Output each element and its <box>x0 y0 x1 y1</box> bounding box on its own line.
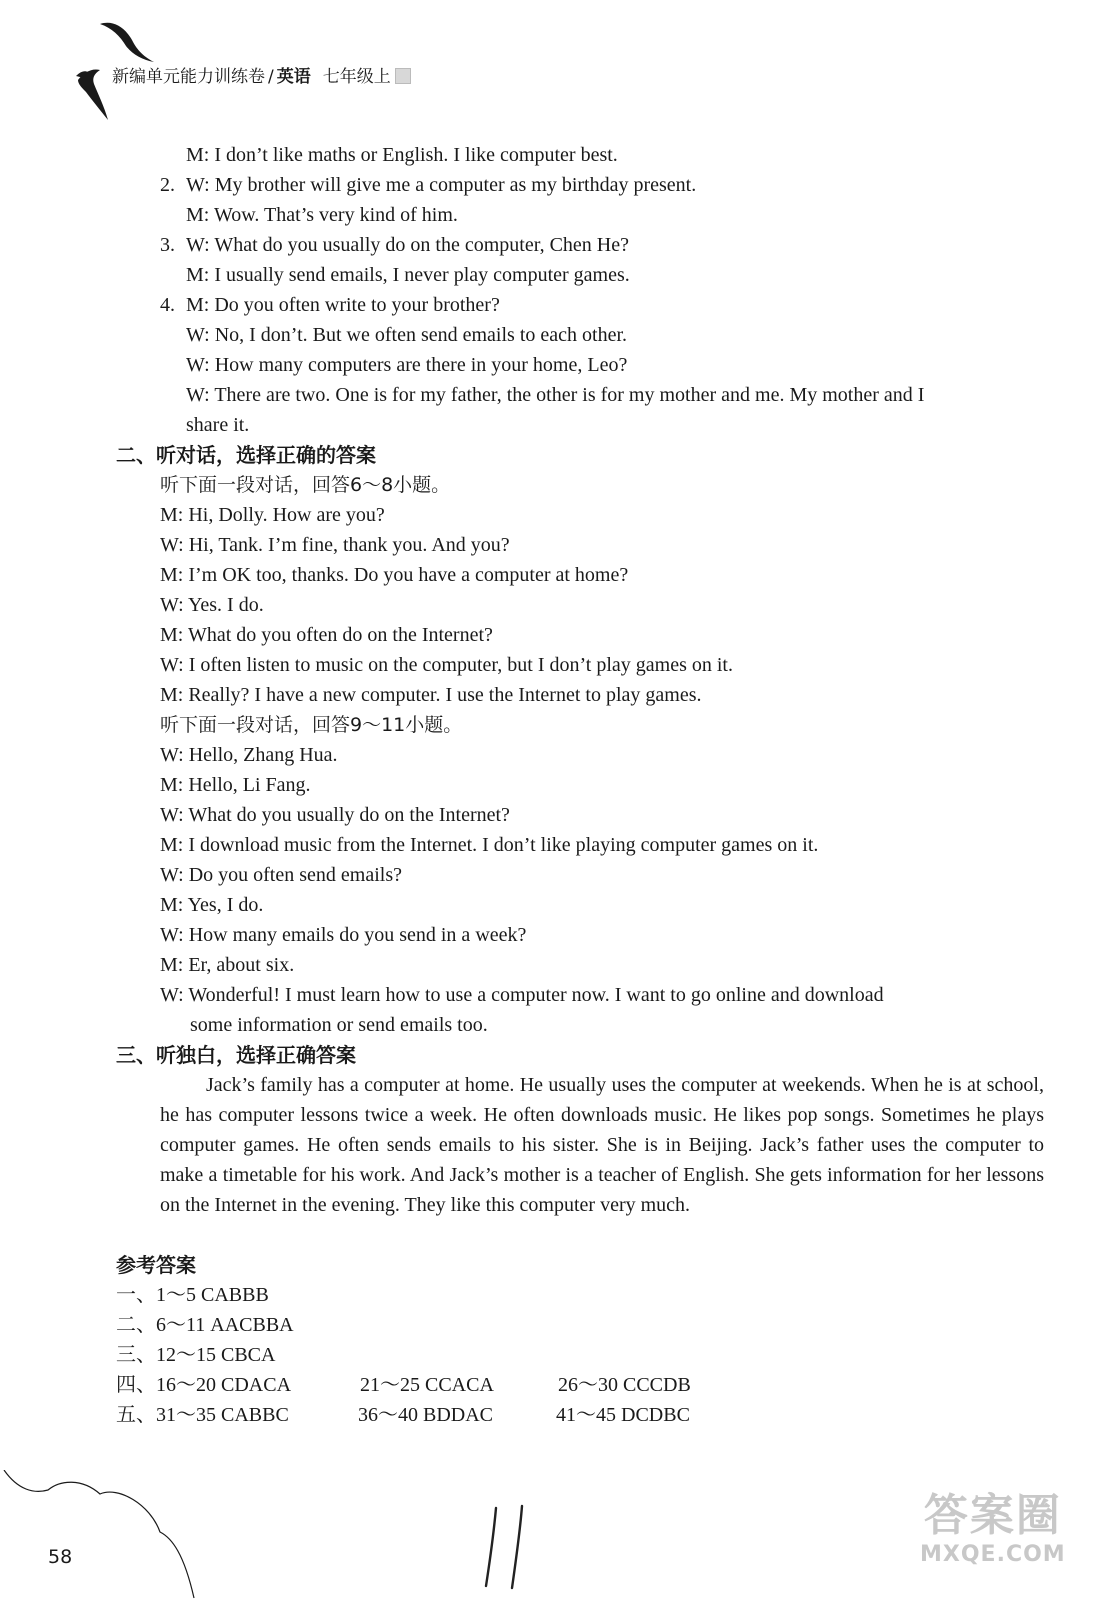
page-number: 58 <box>48 1546 73 1568</box>
answer-group: 21～25 CCACA <box>360 1374 494 1396</box>
dialogue-line: M: What do you often do on the Internet? <box>160 624 493 646</box>
dialogue-line: 4. M: Do you often write to your brother? <box>160 294 500 316</box>
dialogue-line: 3. W: What do you usually do on the computer, Chen He? <box>160 234 629 256</box>
dialogue-line: M: Really? I have a new computer. I use the Internet to play games. <box>160 684 702 706</box>
dialogue-line: W: Hello, Zhang Hua. <box>160 744 338 766</box>
dialogue-line: M: Wow. That’s very kind of him. <box>186 204 458 226</box>
page-header <box>60 18 480 108</box>
dialogue-line: W: Yes. I do. <box>160 594 264 616</box>
dialogue-line: M: Er, about six. <box>160 954 295 976</box>
answer-row: 三、12～15 CBCA <box>116 1344 276 1366</box>
dialogue-line: W: Hi, Tank. I’m fine, thank you. And you? <box>160 534 510 556</box>
dialogue-line: M: I download music from the Internet. I don’t like playing computer games on it. <box>160 834 819 856</box>
dialogue-line: W: I often listen to music on the computer, but I don’t play games on it. <box>160 654 733 676</box>
dialogue-line: W: Wonderful! I must learn how to use a computer now. I want to go online and download <box>160 984 884 1006</box>
handwritten-marks-icon <box>482 1500 542 1590</box>
dialogue-line: M: Hello, Li Fang. <box>160 774 311 796</box>
dialogue-line: W: What do you usually do on the Internet? <box>160 804 510 826</box>
dialogue-line: M: I don’t like maths or English. I like computer best. <box>186 144 618 166</box>
answer-group: 26～30 CCCDB <box>558 1374 691 1396</box>
section-heading: 二、听对话，选择正确的答案 <box>116 443 376 467</box>
answers-heading: 参考答案 <box>116 1253 196 1277</box>
cloud-decoration-icon <box>0 1470 240 1600</box>
answer-group: 41～45 DCDBC <box>556 1404 690 1426</box>
answer-row: 四、16～20 CDACA <box>116 1374 292 1396</box>
dialogue-line: some information or send emails too. <box>190 1014 488 1036</box>
answer-group: 36～40 BDDAC <box>358 1404 494 1426</box>
section-heading: 三、听独白，选择正确答案 <box>116 1043 356 1067</box>
dialogue-line: W: How many emails do you send in a week? <box>160 924 527 946</box>
header-title <box>112 62 411 87</box>
series-name: 新编单元能力训练卷 <box>112 67 265 87</box>
dialogue-line: W: No, I don’t. But we often send emails to each other. <box>186 324 628 346</box>
answer-row: 二、6～11 AACBBA <box>116 1314 294 1336</box>
answer-row: 一、1～5 CABBB <box>116 1284 269 1306</box>
header-separator: / <box>268 67 274 87</box>
header-mark-icon <box>395 68 411 84</box>
watermark-text: 答案圈 <box>923 1490 1062 1541</box>
dialogue-line: M: Hi, Dolly. How are you? <box>160 504 385 526</box>
watermark-logo <box>920 1490 1066 1567</box>
section-instruction: 听下面一段对话，回答6～8小题。 <box>160 474 451 496</box>
watermark-url: MXQE.COM <box>920 1542 1066 1567</box>
answer-row: 五、31～35 CABBC <box>116 1404 289 1426</box>
dialogue-line: W: Do you often send emails? <box>160 864 402 886</box>
dialogue-line: M: Yes, I do. <box>160 894 264 916</box>
dialogue-line: M: I’m OK too, thanks. Do you have a computer at home? <box>160 564 629 586</box>
dialogue-line: W: There are two. One is for my father, the other is for my mother and me. My mother and I <box>186 384 925 406</box>
flying-bird-icon <box>98 18 158 64</box>
section-instruction: 听下面一段对话，回答9～11小题。 <box>160 714 463 736</box>
monologue-paragraph: Jack’s family has a computer at home. He usually uses the computer at weekends. When he is at school, he has computer lessons twice a week. He often downloads music. He likes pop songs. Sometimes he plays computer games. He often sends emails to his sister. She is in Beijing. Jack’s father uses the computer to make a timetable for his work. And Jack’s mother is a teacher of English. She gets information for her lessons on the Internet in the evening. They like this computer very much. <box>160 1074 1044 1216</box>
bird-silhouette-icon <box>74 62 114 122</box>
dialogue-line: M: I usually send emails, I never play computer games. <box>186 264 630 286</box>
grade-label: 七年级上 <box>322 67 391 87</box>
dialogue-line: W: How many computers are there in your home, Leo? <box>186 354 628 376</box>
dialogue-line: 2. W: My brother will give me a computer as my birthday present. <box>160 174 697 196</box>
subject-name: 英语 <box>276 67 311 87</box>
dialogue-line: share it. <box>186 414 250 436</box>
